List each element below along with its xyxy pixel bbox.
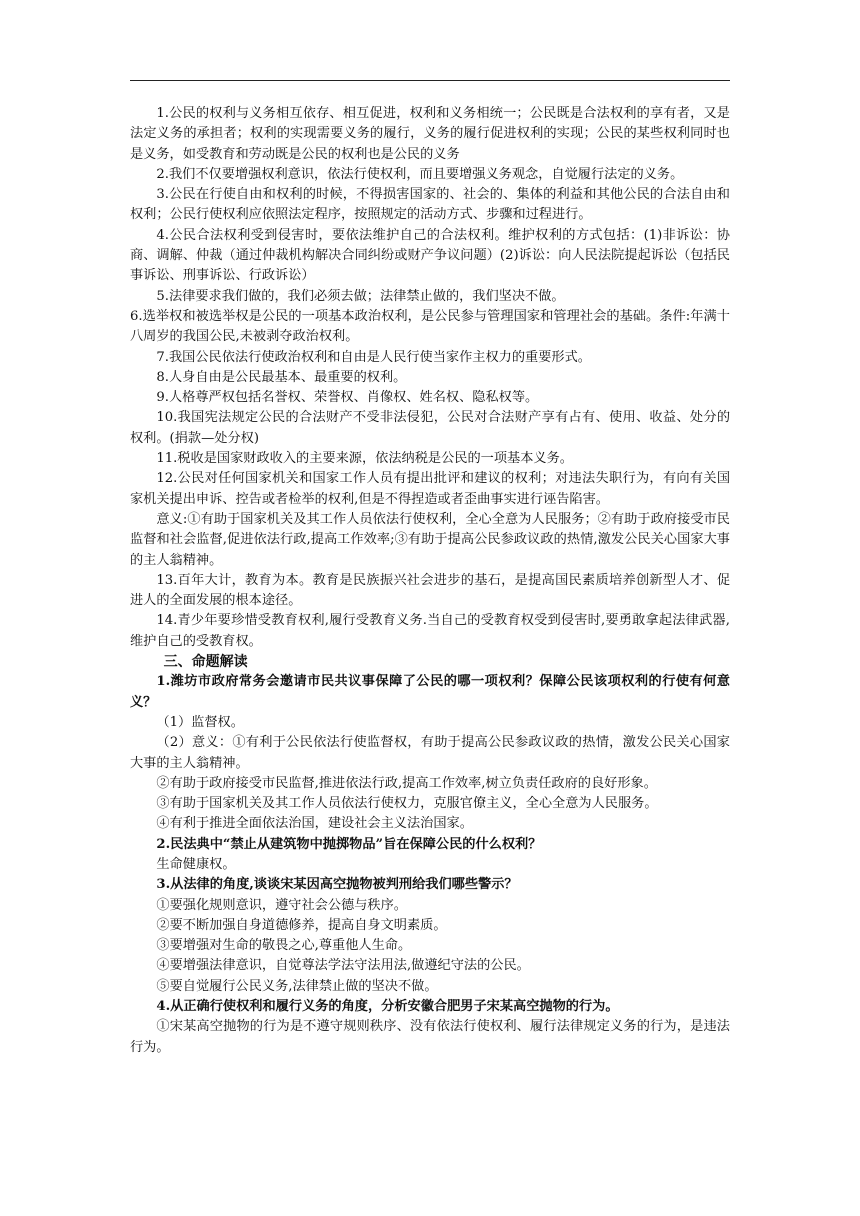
paragraph-3: 3.公民在行使自由和权利的时候，不得损害国家的、社会的、集体的利益和其他公民的合法自由和权利；公民行使权利应依照法定程序，按照规定的活动方式、步骤和过程进行。 (130, 187, 730, 223)
paragraph-6: 6.选举权和被选举权是公民的一项基本政治权利，是公民参与管理国家和管理社会的基础。条件:年满十八周岁的我国公民,未被剥夺政治权利。 (130, 308, 730, 345)
answer-1-3: ②有助于政府接受市民监督,推进依法行政,提高工作效率,树立负责任政府的良好形象。 (156, 775, 657, 791)
question-1: 1.潍坊市政府常务会邀请市民共议事保障了公民的哪一项权利？保障公民该项权利的行使有何意义？ (130, 674, 730, 710)
paragraph-12: 12.公民对任何国家机关和国家工作人员有提出批评和建议的权利；对违法失职行为，有向有关国家机关提出申诉、控告或者检举的权利,但是不得捏造或者歪曲事实进行诬告陷害。 (130, 471, 730, 507)
question-2: 2.民法典中“禁止从建筑物中抛掷物品”旨在保障公民的什么权利？ (156, 836, 542, 852)
paragraph-13: 13.百年大计，教育为本。教育是民族振兴社会进步的基石，是提高国民素质培养创新型人才、促进人的全面发展的根本途径。 (130, 572, 730, 609)
answer-3-5: ⑤要自觉履行公民义务,法律禁止做的坚决不做。 (156, 978, 438, 994)
header-rule (130, 80, 730, 81)
paragraph-7: 7.我国公民依法行使政治权利和自由是人民行使当家作主权力的重要形式。 (156, 349, 591, 365)
answer-3-3: ③要增强对生命的敬畏之心,尊重他人生命。 (156, 938, 412, 954)
paragraph-significance: 意义:①有助于国家机关及其工作人员依法行使权利，全心全意为人民服务；②有助于政府接受市民监督和社会监督,促进依法行政,提高工作效率;③有助于提高公民参政议政的热情,激发公民关心国家大事的主人翁精神。 (130, 511, 730, 568)
question-4: 4.从正确行使权利和履行义务的角度，分析安徽合肥男子宋某高空抛物的行为。 (156, 999, 619, 1015)
answer-1-4: ③有助于国家机关及其工作人员依法行使权力，克服官僚主义，全心全意为人民服务。 (156, 796, 658, 812)
section-heading: 三、命题解读 (163, 654, 248, 671)
paragraph-14: 14.青少年要珍惜受教育权利,履行受教育义务.当自己的受教育权受到侵害时,要勇敢拿起法律武器,维护自己的受教育权。 (130, 613, 730, 649)
question-3: 3.从法律的角度,谈谈宋某因高空抛物被判刑给我们哪些警示？ (156, 877, 518, 893)
paragraph-5: 5.法律要求我们做的，我们必须去做；法律禁止做的，我们坚决不做。 (156, 288, 565, 304)
paragraph-10: 10.我国宪法规定公民的合法财产不受非法侵犯，公民对合法财产享有占有、使用、收益、处分的权利。(捐款—处分权) (130, 410, 730, 446)
answer-1-5: ④有利于推进全面依法治国，建设社会主义法治国家。 (156, 816, 473, 832)
answer-1-2: （2）意义：①有利于公民依法行使监督权，有助于提高公民参政议政的热情，激发公民关心国家大事的主人翁精神。 (130, 735, 730, 771)
paragraph-11: 11.税收是国家财政收入的主要来源，依法纳税是公民的一项基本义务。 (156, 451, 573, 467)
paragraph-8: 8.人身自由是公民最基本、最重要的权利。 (156, 369, 407, 385)
paragraph-2: 2.我们不仅要增强权利意识，依法行使权利，而且要增强义务观念，自觉履行法定的义务。 (156, 166, 684, 182)
document-body (130, 104, 730, 1058)
answer-2: 生命健康权。 (156, 856, 236, 872)
answer-1-1: （1）监督权。 (156, 714, 244, 730)
paragraph-9: 9.人格尊严权包括名誉权、荣誉权、肖像权、姓名权、隐私权等。 (156, 390, 539, 406)
answer-3-4: ④要增强法律意识，自觉尊法学法守法用法,做遵纪守法的公民。 (156, 958, 530, 974)
answer-4-1: ①宋某高空抛物的行为是不遵守规则秩序、没有依法行使权利、履行法律规定义务的行为，是违法行为。 (130, 1019, 730, 1055)
paragraph-1: 1.公民的权利与义务相互依存、相互促进，权利和义务相统一；公民既是合法权利的享有者，又是法定义务的承担者；权利的实现需要义务的履行，义务的履行促进权利的实现；公民的某些权利同时也是义务，如受教育和劳动既是公民的权利也是公民的义务 (130, 106, 730, 162)
answer-3-2: ②要不断加强自身道德修养，提高自身文明素质。 (156, 917, 447, 933)
paragraph-4: 4.公民合法权利受到侵害时，要依法维护自己的合法权利。维护权利的方式包括：(1)非诉讼：协商、调解、仲裁（通过仲裁机构解决合同纠纷或财产争议问题）(2)诉讼：向人民法院提起诉讼（包括民事诉讼、刑事诉讼、行政诉讼） (130, 227, 730, 284)
answer-3-1: ①要强化规则意识，遵守社会公德与秩序。 (156, 897, 407, 913)
